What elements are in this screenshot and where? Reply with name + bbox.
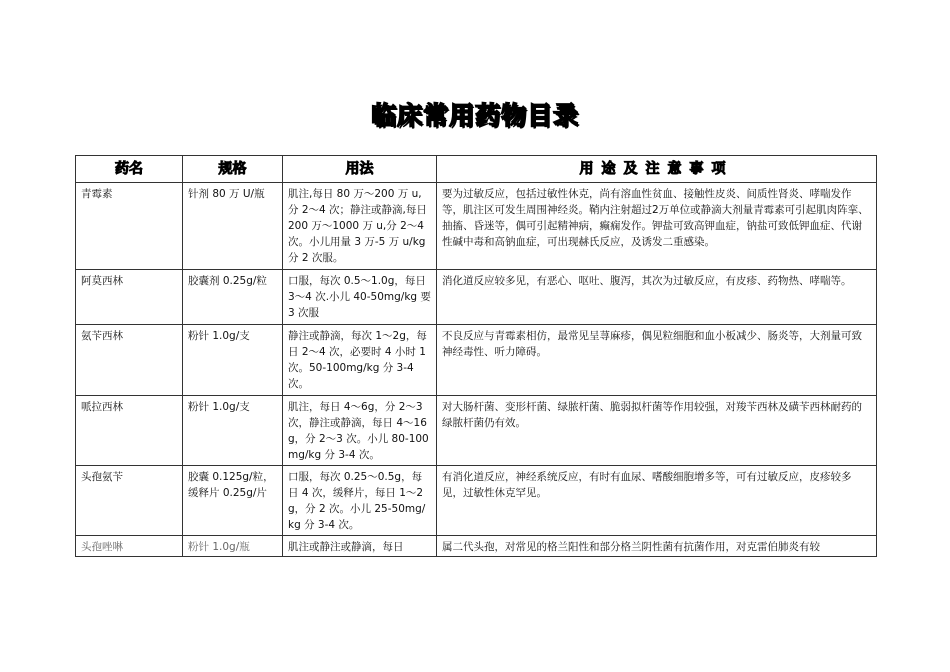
usage-notes-cell: 有消化道反应，神经系统反应，有时有血尿、嗜酸细胞增多等，可有过敏反应，皮疹较多见，过敏性休克罕见。 [437, 466, 877, 536]
specification-cell: 粉针 1.0g/支 [183, 325, 283, 396]
drug-name-cell: 氨苄西林 [76, 325, 183, 396]
table-row [76, 183, 877, 270]
drug-name-cell: 哌拉西林 [76, 396, 183, 466]
drug-name-cell: 头孢唑啉 [76, 536, 183, 557]
column-header-usage-notes: 用途及注意事项 [437, 156, 877, 183]
dosage-cell: 肌注,每日 80 万～200 万 u,分 2～4 次；静注或静滴,每日 200 万～1000 万 u,分 2～4 次。小儿用量 3 万-5 万 u/kg 分 2 次服。 [283, 183, 437, 270]
table-row [76, 396, 877, 466]
usage-notes-cell: 对大肠杆菌、变形杆菌、绿脓杆菌、脆弱拟杆菌等作用较强，对羧苄西林及磺苄西林耐药的绿脓杆菌仍有效。 [437, 396, 877, 466]
column-header-drug-name: 药名 [76, 156, 183, 183]
specification-cell: 针剂 80 万 U/瓶 [183, 183, 283, 270]
drug-name-cell: 阿莫西林 [76, 270, 183, 325]
table-header-row [76, 156, 877, 183]
column-header-dosage: 用法 [283, 156, 437, 183]
table-row [76, 466, 877, 536]
table-row [76, 270, 877, 325]
specification-cell: 胶囊剂 0.25g/粒 [183, 270, 283, 325]
dosage-cell: 口服，每次 0.5～1.0g，每日 3～4 次.小儿 40-50mg/kg 要 3 次服 [283, 270, 437, 325]
page-title: 临床常用药物目录 [370, 101, 579, 130]
usage-notes-cell: 不良反应与青霉素相仿，最常见呈荨麻疹，偶见粒细胞和血小板减少、肠炎等，大剂量可致神经毒性、听力障碍。 [437, 325, 877, 396]
dosage-cell: 肌注，每日 4～6g，分 2～3 次，静注或静滴，每日 4～16g，分 2～3 次。小儿 80-100mg/kg 分 3-4 次。 [283, 396, 437, 466]
usage-notes-cell: 消化道反应较多见，有恶心、呕吐、腹泻，其次为过敏反应，有皮疹、药物热、哮喘等。 [437, 270, 877, 325]
dosage-cell: 口服，每次 0.25～0.5g，每日 4 次，缓释片，每日 1～2g，分 2 次。小儿 25-50mg/kg 分 3-4 次。 [283, 466, 437, 536]
table-row [76, 325, 877, 396]
dosage-cell: 静注或静滴，每次 1～2g，每日 2～4 次，必要时 4 小时 1 次。50-100mg/kg 分 3-4 次。 [283, 325, 437, 396]
specification-cell: 粉针 1.0g/支 [183, 396, 283, 466]
drug-name-cell: 青霉素 [76, 183, 183, 270]
table-row [76, 536, 877, 557]
drug-table [75, 155, 877, 557]
drug-name-cell: 头孢氨苄 [76, 466, 183, 536]
usage-notes-cell: 要为过敏反应，包括过敏性休克，尚有溶血性贫血、接触性皮炎、间质性肾炎、哮喘发作等，肌注区可发生周围神经炎。鞘内注射超过2万单位或静滴大剂量青霉素可引起肌肉阵挛、抽搐、昏迷等，偶可引起精神病，癫痫发作。钾盐可致高钾血症，钠盐可致低钾血症、代谢性碱中毒和高钠血症，可出现赫氏反应，及诱发二重感染。 [437, 183, 877, 270]
specification-cell: 胶囊 0.125g/粒，缓释片 0.25g/片 [183, 466, 283, 536]
dosage-cell: 肌注或静注或静滴，每日 [283, 536, 437, 557]
usage-notes-cell: 属二代头孢，对常见的格兰阳性和部分格兰阴性菌有抗菌作用，对克雷伯肺炎有较 [437, 536, 877, 557]
specification-cell: 粉针 1.0g/瓶 [183, 536, 283, 557]
column-header-specification: 规格 [183, 156, 283, 183]
